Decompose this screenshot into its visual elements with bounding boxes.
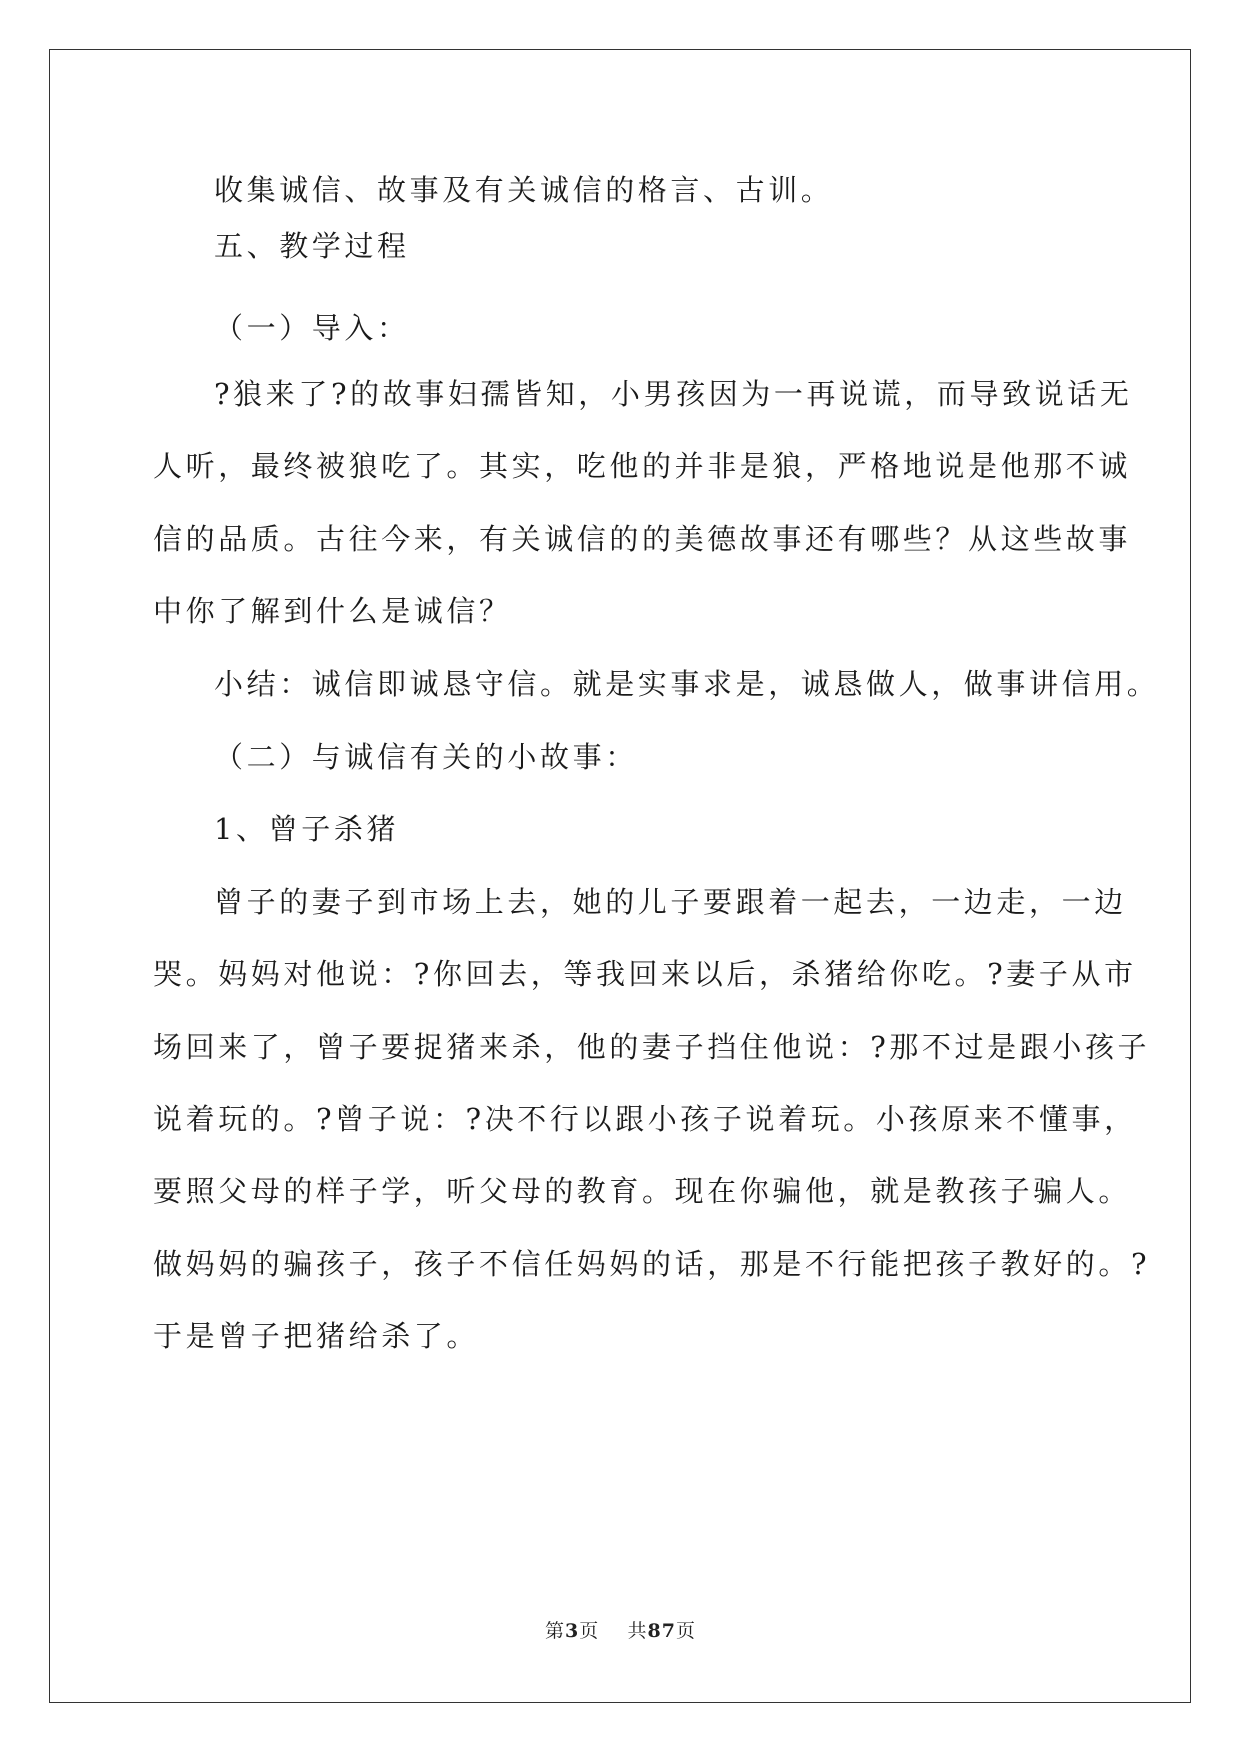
current-page-number: 3 bbox=[565, 1620, 580, 1642]
section-heading: 五、教学过程 bbox=[214, 229, 410, 263]
paragraph-line: 于是曾子把猪给杀了。 bbox=[153, 1319, 480, 1353]
paragraph-line: 信的品质。古往今来，有关诚信的的美德故事还有哪些？从这些故事 bbox=[153, 522, 1132, 556]
story-title: 1、曾子杀猪 bbox=[214, 812, 400, 846]
paragraph-line: 人听，最终被狼吃了。其实，吃他的并非是狼，严格地说是他那不诚 bbox=[153, 449, 1132, 483]
page-footer bbox=[0, 1619, 1241, 1643]
paragraph-line: ?狼来了?的故事妇孺皆知，小男孩因为一再说谎，而导致说话无 bbox=[214, 377, 1133, 411]
total-page-number: 87 bbox=[647, 1620, 676, 1642]
paragraph-line: 曾子的妻子到市场上去，她的儿子要跟着一起去，一边走，一边 bbox=[214, 885, 1127, 919]
paragraph-line: 场回来了，曾子要捉猪来杀，他的妻子挡住他说：?那不过是跟小孩子 bbox=[153, 1030, 1151, 1064]
total-prefix: 共 bbox=[627, 1620, 648, 1642]
page-unit: 页 bbox=[579, 1620, 600, 1642]
total-unit: 页 bbox=[675, 1620, 696, 1642]
paragraph-line: 中你了解到什么是诚信？ bbox=[153, 594, 512, 628]
paragraph-line: 说着玩的。?曾子说：?决不行以跟小孩子说着玩。小孩原来不懂事， bbox=[153, 1102, 1137, 1136]
page-border bbox=[49, 49, 1191, 1703]
paragraph-line: 做妈妈的骗孩子，孩子不信任妈妈的话，那是不行能把孩子教好的。? bbox=[153, 1247, 1151, 1281]
subsection-heading: （一）导入： bbox=[214, 311, 410, 345]
paragraph-line: 收集诚信、故事及有关诚信的格言、古训。 bbox=[214, 173, 834, 207]
paragraph-line: 要照父母的样子学，听父母的教育。现在你骗他，就是教孩子骗人。 bbox=[153, 1174, 1132, 1208]
paragraph-line: 小结：诚信即诚恳守信。就是实事求是，诚恳做人，做事讲信用。 bbox=[214, 667, 1160, 701]
subsection-heading: （二）与诚信有关的小故事： bbox=[214, 740, 638, 774]
paragraph-line: 哭。妈妈对他说：?你回去，等我回来以后，杀猪给你吃。?妻子从市 bbox=[153, 957, 1137, 991]
page-prefix: 第 bbox=[545, 1620, 566, 1642]
